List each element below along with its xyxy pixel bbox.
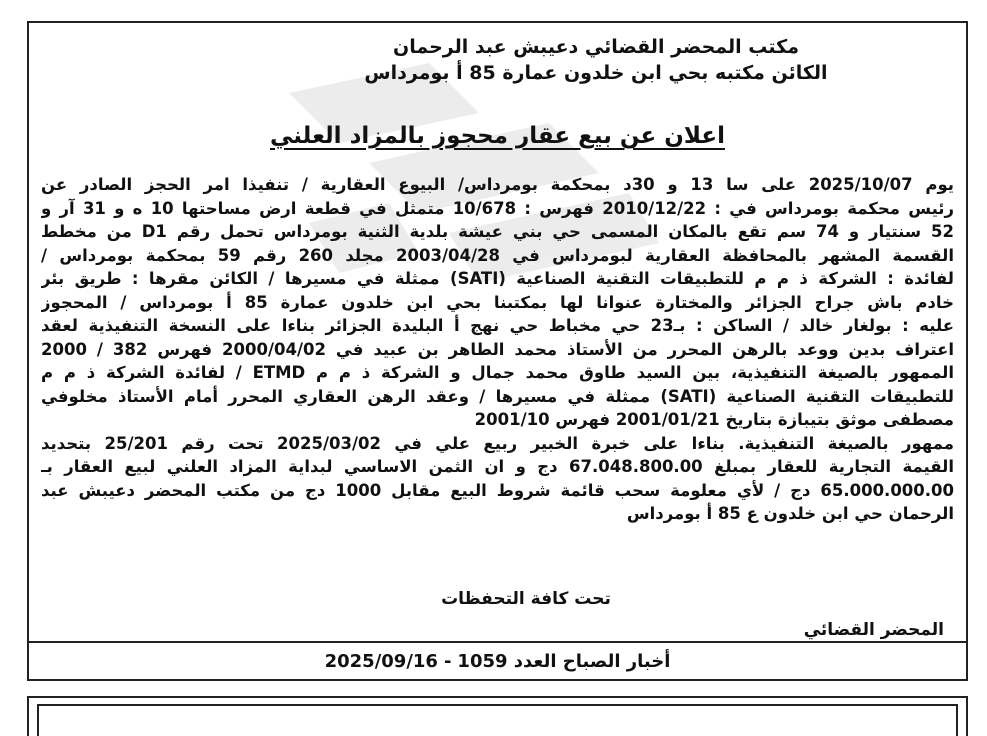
body-line: عليه : بولغار خالد / الساكن : بـ23 حي مخباط حي نهج أ البليدة الجزائر بناءا على النسخة التنفيذية لعقد — [41, 316, 954, 335]
body-line: يوم 2025/10/07 على سا 13 و 30د بمحكمة بومرداس/ البيوع العقارية / تنفيذا امر الحجز الصادر عن — [41, 175, 954, 194]
body-line: ممهور بالصيغة التنفيذية. بناءا على خبرة الخبير ربيع علي في 2025/03/02 تحت رقم 25/201 بتحديد — [41, 433, 954, 453]
newspaper-issue: أخبار الصباح العدد 1059 — [457, 650, 671, 672]
body-line: مصطفى موثق بتيبازة بتاريخ 2001/01/21 فهرس 2001/10 — [474, 410, 954, 429]
body-line: القيمة التجارية للعقار بمبلغ 67.048.800.00 دج و ان الثمن الاساسي لبداية المزاد العلني لبيع العقار بـ — [41, 457, 954, 476]
announcement-body — [41, 173, 954, 526]
body-line: 65.000.000.00 دج / لأي معلومة سحب قائمة شروط البيع مقابل 1000 دج من مكتب المحضر دعيبش عبد — [41, 480, 954, 500]
next-announcement-border — [27, 696, 968, 736]
footer-separator: - — [443, 650, 452, 672]
body-line: لفائدة : الشركة ذ م م للتطبيقات التقنية الصناعية (SATI) ممثلة في مسيرها / الكائن مقرها : طريق بئر — [41, 269, 954, 288]
body-line: الرحمان حي ابن خلدون ع 85 أ بومرداس — [626, 504, 954, 523]
announcement-frame — [27, 21, 968, 681]
announcement-title-wrap — [29, 123, 966, 149]
bailiff-office-address: الكائن مكتبه بحي ابن خلدون عمارة 85 أ بومرداس — [364, 62, 828, 84]
reservation-note: تحت كافة التحفظات — [441, 589, 611, 609]
bailiff-office-name: مكتب المحضر القضائي دعيبش عبد الرحمان — [393, 36, 799, 58]
body-line: خادم باش جراح الجزائر والمختارة عنوانا لها بمكتبنا بحي ابن خلدون عمارة 85 أ بومرداس / المحجوز — [41, 292, 954, 312]
body-line: اعتراف بدين ووعد بالرهن المحرر من الأستاذ محمد الطاهر بن عبيد في 2000/04/02 فهرس 382 / 2000 — [41, 339, 954, 359]
body-line: للتطبيقات التقنية الصناعية (SATI) ممثلة في مسيرها / وعقد الرهن العقاري المحرر أمام الأستاذ مخلوفي — [41, 386, 954, 406]
publication-footer — [27, 641, 968, 681]
body-line: الممهور بالصيغة التنفيذية، بين السيد طاوق محمد جمال و الشركة ذ م م ETMD / لفائدة الشركة ذ م م — [41, 363, 954, 382]
signer-title: المحضر القضائي — [803, 620, 944, 640]
body-line: القسمة المشهر بالمحافظة العقارية لبومرداس في 2003/04/28 مجلد 260 رقم 59 بمحكمة بومرداس / — [41, 245, 954, 265]
publication-date: 2025/09/16 — [324, 650, 438, 672]
body-line: 52 سنتيار و 74 سم تقع بالمكان المسمى حي بني عيشة بلدية الثنية بومرداس تحمل رقم D1 من مخطط — [41, 222, 954, 241]
announcement-title: اعلان عن بيع عقار محجوز بالمزاد العلني — [270, 123, 725, 149]
body-line: رئيس محكمة بومرداس في : 2010/12/22 فهرس : 10/678 متمثل في قطعة ارض مساحتها 10 ه و 31 آر و — [41, 198, 954, 218]
